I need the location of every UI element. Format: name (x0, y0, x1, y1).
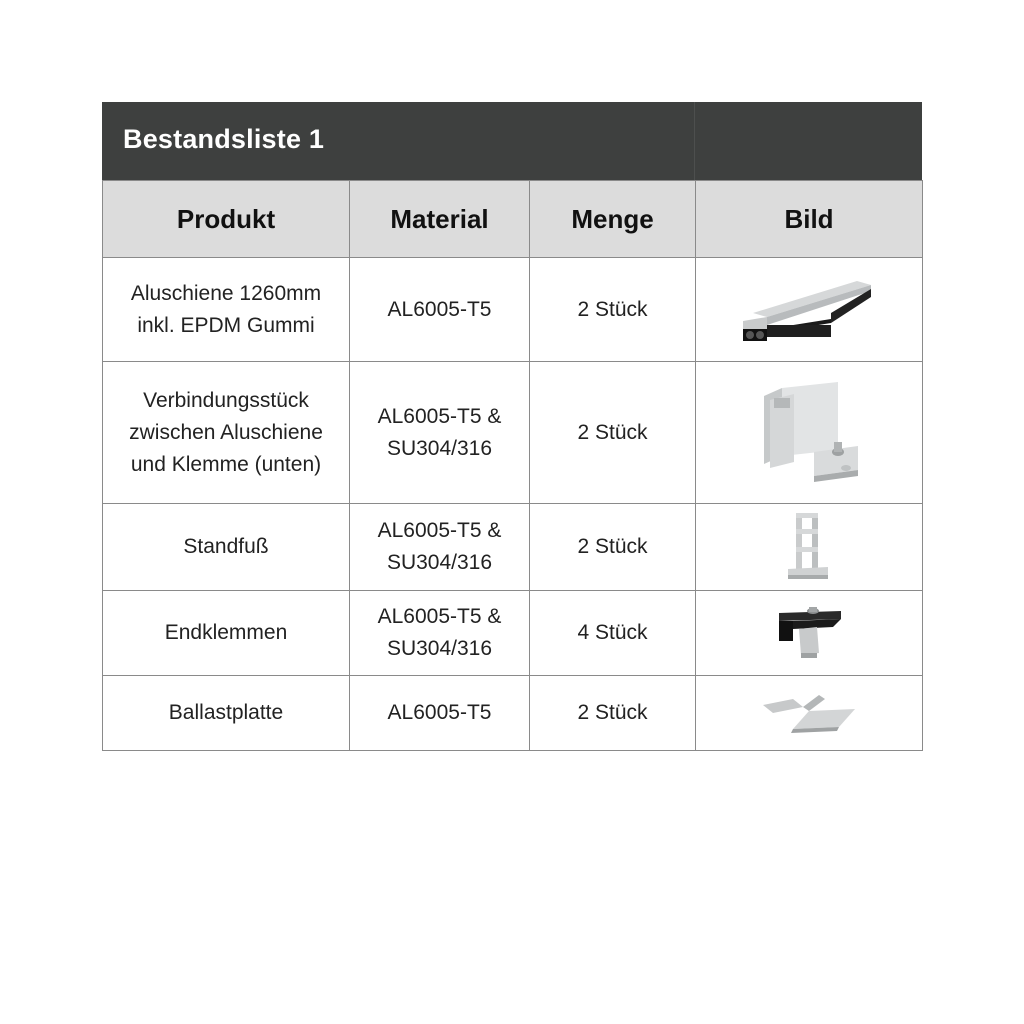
product-cell (103, 676, 350, 751)
quantity-cell: 2 Stück (530, 258, 696, 362)
product-cell (103, 504, 350, 591)
table-row (103, 676, 923, 751)
title-divider (694, 102, 695, 180)
table-row (103, 504, 923, 591)
rail-profile-icon (739, 275, 879, 345)
header-image: Bild (696, 181, 923, 258)
image-cell (696, 591, 923, 676)
product-cell (103, 591, 350, 676)
material-cell (350, 591, 530, 676)
ballast-plate-icon (759, 691, 859, 735)
quantity-cell: 2 Stück (530, 362, 696, 504)
product-line: und Klemme (unten) (130, 452, 322, 476)
header-material: Material (350, 181, 530, 258)
quantity-cell: 2 Stück (530, 676, 696, 751)
end-clamp-icon (769, 603, 849, 663)
image-cell (696, 504, 923, 591)
material-line: SU304/316 (386, 637, 493, 660)
connector-bracket-icon (754, 378, 864, 488)
page-title: Bestandsliste 1 (123, 124, 325, 154)
inventory-table (102, 180, 923, 751)
product-line: zwischen Aluschiene (129, 420, 323, 444)
product-line: Aluschiene 1260mm (130, 281, 322, 305)
inventory-sheet (102, 102, 922, 751)
product-line: Ballastplatte (168, 701, 284, 724)
table-row (103, 362, 923, 504)
stand-foot-icon (784, 511, 834, 583)
table-row (103, 258, 923, 362)
image-cell (696, 362, 923, 504)
image-cell (696, 258, 923, 362)
material-line: AL6005-T5 & (377, 404, 502, 428)
material-cell (350, 258, 530, 362)
table-row (103, 591, 923, 676)
product-line: Verbindungsstück (143, 388, 309, 412)
header-quantity: Menge (530, 181, 696, 258)
product-line: inkl. EPDM Gummi (137, 313, 315, 337)
material-cell (350, 504, 530, 591)
title-bar (102, 102, 922, 180)
product-cell (103, 258, 350, 362)
quantity-cell: 4 Stück (530, 591, 696, 676)
material-line: AL6005-T5 (387, 297, 492, 321)
material-line: SU304/316 (386, 436, 493, 460)
product-cell (103, 362, 350, 504)
header-product: Produkt (103, 181, 350, 258)
material-line: AL6005-T5 & (377, 605, 502, 628)
material-line: AL6005-T5 (387, 701, 492, 724)
image-cell (696, 676, 923, 751)
material-cell (350, 362, 530, 504)
material-line: SU304/316 (386, 551, 493, 574)
product-line: Standfuß (183, 535, 269, 558)
material-cell (350, 676, 530, 751)
product-line: Endklemmen (164, 621, 288, 644)
material-line: AL6005-T5 & (377, 519, 502, 542)
quantity-cell: 2 Stück (530, 504, 696, 591)
header-row (103, 181, 923, 258)
